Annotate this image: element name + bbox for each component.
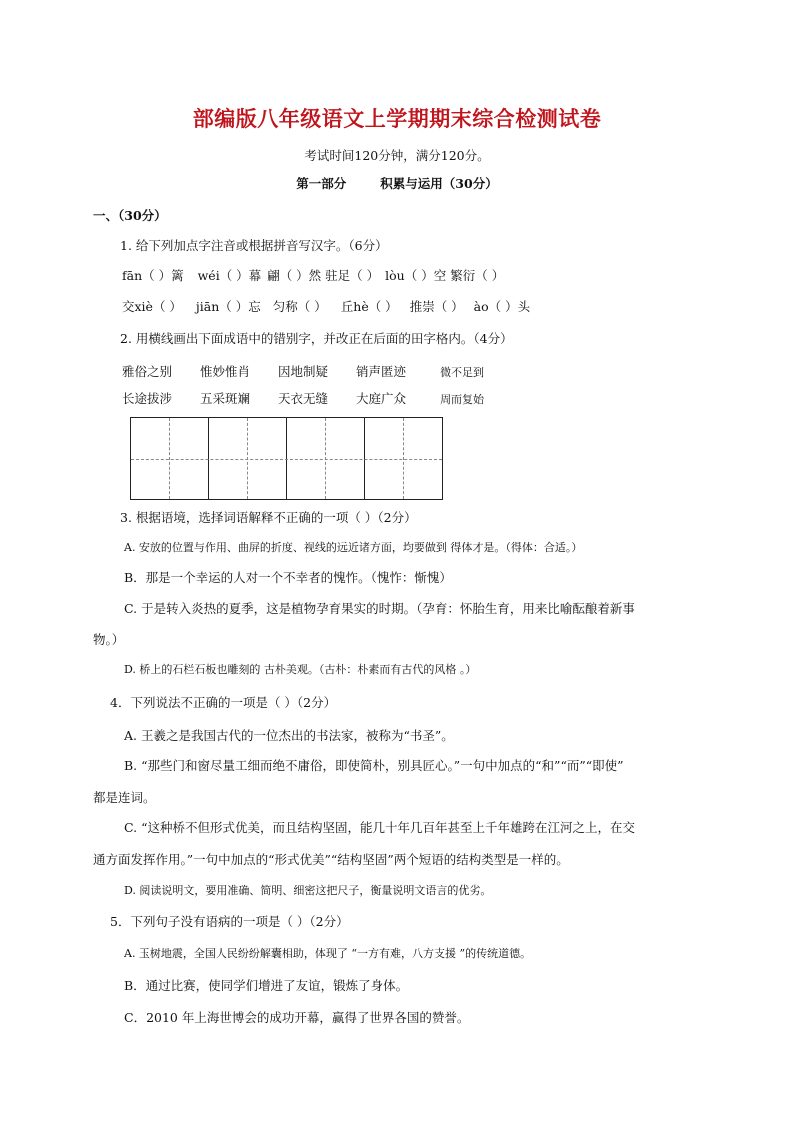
section-heading: 一、（30分）	[93, 208, 167, 223]
idiom: 微不足到	[440, 366, 485, 379]
q1-item: 繁衍（ ）	[450, 268, 505, 283]
question-1-row-1	[122, 268, 504, 284]
q1-item: 推崇（ ）	[409, 299, 464, 314]
q4-option-c: C. “这种桥不但形式优美，而且结构坚固，能几十年几百年甚至上千年雄跨在江河之上，在交	[124, 820, 635, 835]
q1-item: lòu（ ）空	[385, 268, 447, 283]
q1-item: jiān（ ）忘	[195, 299, 261, 314]
page-title: 部编版八年级语文上学期期末综合检测试卷	[192, 107, 602, 131]
q4-option-a: A. 王羲之是我国古代的一位杰出的书法家，被称为“书圣”。	[124, 728, 454, 743]
q5-option-a: A. 玉树地震，全国人民纷纷解囊相助，体现了 “一方有难，八方支援 ”的传统道德。	[124, 947, 532, 960]
question-3-stem: 3. 根据语境，选择词语解释不正确的一项（ ）（2分）	[120, 510, 417, 525]
q4-option-b: B. “那些门和窗尽量工细而绝不庸俗，即使简朴，别具匠心。”一句中加点的“和”“而”“即使”	[124, 758, 624, 773]
q4-option-d: D. 阅读说明文，要用准确、简明、细密这把尺子，衡量说明文语言的优劣。	[124, 884, 492, 897]
idiom: 五采斑斓	[200, 391, 251, 406]
tianzige-answer-grid[interactable]	[130, 417, 443, 500]
q4-option-b-cont: 都是连词。	[93, 790, 156, 805]
q3-option-c: C. 于是转入炎热的夏季，这是植物孕育果实的时期。（孕育：怀胎生育，用来比喻酝酿着新事	[124, 601, 635, 616]
q3-option-a: A. 安放的位置与作用、曲屏的折度、视线的远近诸方面，均要做到 得体才是。（得体：合适。）	[124, 541, 583, 554]
question-1-row-2	[122, 299, 530, 315]
q4-option-c-cont: 通方面发挥作用。”一句中加点的“形式优美”“结构坚固”两个短语的结构类型是一样的。	[93, 852, 569, 867]
q1-item: 驻足（ ）	[325, 268, 380, 283]
question-4-stem: 4．下列说法不正确的一项是（ ）（2分）	[110, 695, 337, 710]
idiom: 周而复始	[440, 393, 485, 406]
q1-item: fān（ ）篱	[122, 268, 184, 283]
idiom: 长途拔涉	[122, 391, 173, 406]
q1-item: 丘hè（ ）	[340, 299, 398, 314]
question-5-stem: 5．下列句子没有语病的一项是（ ）（2分）	[110, 914, 349, 929]
q5-option-c: C．2010 年上海世博会的成功开幕，赢得了世界各国的赞誉。	[124, 1010, 470, 1025]
q3-option-c-cont: 物。）	[93, 632, 125, 647]
part-name: 积累与运用（30分）	[380, 176, 498, 191]
idiom: 因地制疑	[278, 364, 329, 379]
idiom: 销声匿迹	[356, 364, 407, 379]
q5-option-b: B．通过比赛，使同学们增进了友谊，锻炼了身体。	[124, 978, 409, 993]
q1-item: 交xiè（ ）	[122, 299, 182, 314]
q1-item: wéi（ ）幕	[197, 268, 262, 283]
part-label: 第一部分	[296, 176, 347, 191]
q1-item: 匀称（ ）	[272, 299, 327, 314]
q3-option-d: D. 桥上的石栏石板也雕刻的 古朴美观。（古朴：朴素而有古代的风格 。）	[124, 663, 477, 676]
part-heading	[0, 176, 794, 192]
q3-option-b: B．那是一个幸运的人对一个不幸者的愧怍。（愧怍：惭愧）	[124, 570, 452, 585]
question-1-stem: 1. 给下列加点字注音或根据拼音写汉字。（6分）	[120, 238, 388, 253]
q1-item: ào（ ）头	[473, 299, 531, 314]
idiom-row-2	[122, 391, 484, 408]
idiom: 惟妙惟肖	[200, 364, 251, 379]
idiom-row-1	[122, 364, 484, 381]
idiom: 大庭广众	[356, 391, 407, 406]
exam-subtitle: 考试时间120分钟，满分120分。	[304, 148, 490, 163]
q1-item: 翩（ ）然	[267, 268, 322, 283]
question-2-stem: 2. 用横线画出下面成语中的错别字，并改正在后面的田字格内。（4分）	[120, 331, 513, 346]
idiom: 雅俗之别	[122, 364, 173, 379]
idiom: 天衣无缝	[278, 391, 329, 406]
grid-midline	[131, 459, 442, 460]
